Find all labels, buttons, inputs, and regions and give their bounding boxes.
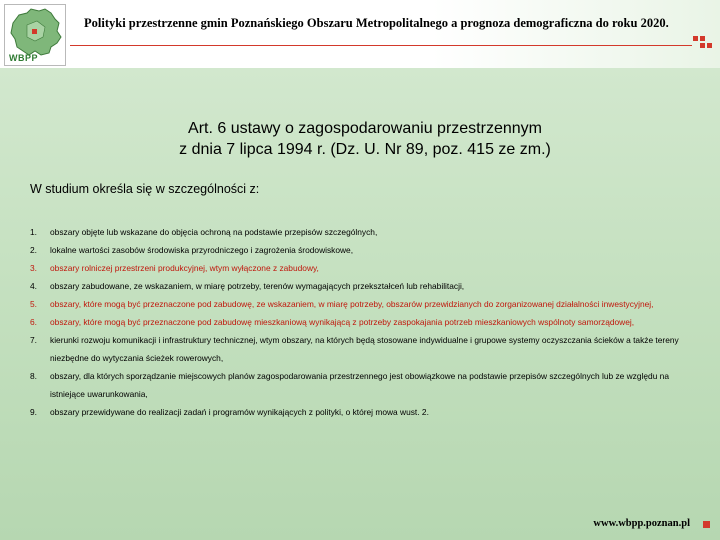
list-item-number: 2. <box>30 245 37 255</box>
list-item-text: obszary, które mogą być przeznaczone pod zabudowę mieszkaniową wynikającą z potrzeby zaspokajania potrzeb mieszkaniowych wspólnoty samorządowej, <box>50 317 635 327</box>
logo-text: WBPP <box>9 53 38 63</box>
list-item-number: 8. <box>30 371 37 381</box>
header-divider <box>70 45 692 46</box>
footer-url: www.wbpp.poznan.pl <box>593 518 690 529</box>
decor-square <box>693 36 698 41</box>
list-item-number: 3. <box>30 263 37 273</box>
list-item <box>30 277 700 295</box>
list-item <box>30 331 700 367</box>
list-item-text: lokalne wartości zasobów środowiska przyrodniczego i zagrożenia środowiskowe, <box>50 245 354 255</box>
slide-subtitle: W studium określa się w szczególności z: <box>30 182 260 196</box>
slide-header <box>0 0 720 68</box>
list-item <box>30 403 700 421</box>
wbpp-logo <box>4 4 66 66</box>
list-item <box>30 295 700 313</box>
list-item-text: obszary rolniczej przestrzeni produkcyjnej, wtym wyłączone z zabudowy, <box>50 263 319 273</box>
list-item-text: obszary przewidywane do realizacji zadań i programów wynikających z polityki, o której mowa wust. 2. <box>50 407 429 417</box>
list-item-number: 5. <box>30 299 37 309</box>
corner-decoration <box>693 36 717 48</box>
list-item-text: obszary objęte lub wskazane do objęcia ochroną na podstawie przepisów szczególnych, <box>50 227 378 237</box>
list-item-text: obszary zabudowane, ze wskazaniem, w miarę potrzeby, terenów wymagających przekształceń lub rehabilitacji, <box>50 281 465 291</box>
slide-title-line: z dnia 7 lipca 1994 r. (Dz. U. Nr 89, poz. 415 ze zm.) <box>179 141 551 158</box>
decor-square <box>707 43 712 48</box>
footer-decoration <box>703 521 710 528</box>
list-item <box>30 313 700 331</box>
list-item <box>30 223 700 241</box>
header-title: Polityki przestrzenne gmin Poznańskiego Obszaru Metropolitalnego a prognoza demograficzna do roku 2020. <box>84 16 669 30</box>
list-item-number: 4. <box>30 281 37 291</box>
slide-title <box>100 118 630 160</box>
list-item <box>30 259 700 277</box>
list-item-number: 7. <box>30 335 37 345</box>
decor-square <box>700 43 705 48</box>
list-item-text: obszary, które mogą być przeznaczone pod zabudowę, ze wskazaniem, w miarę potrzeby, obszarów przewidzianych do zorganizowanej działalności inwestycyjnej, <box>50 299 654 309</box>
list-item-text: obszary, dla których sporządzanie miejscowych planów zagospodarowania przestrzennego jest obowiązkowe na podstawie przepisów szczególnych lub ze względu na istniejące uwarunkowania, <box>50 371 670 399</box>
slide-title-line: Art. 6 ustawy o zagospodarowaniu przestrzennym <box>188 120 542 137</box>
list-item-text: kierunki rozwoju komunikacji i infrastruktury technicznej, wtym obszary, na których będą stosowane indywidualne i grupowe systemy oczyszczania ścieków a także tereny niezbędne do wytyczania ścieżek rowerowych, <box>50 335 679 363</box>
list-item-number: 1. <box>30 227 37 237</box>
list-item <box>30 241 700 259</box>
numbered-list <box>30 223 700 421</box>
list-item <box>30 367 700 403</box>
list-item-number: 6. <box>30 317 37 327</box>
decor-square <box>700 36 705 41</box>
list-item-number: 9. <box>30 407 37 417</box>
